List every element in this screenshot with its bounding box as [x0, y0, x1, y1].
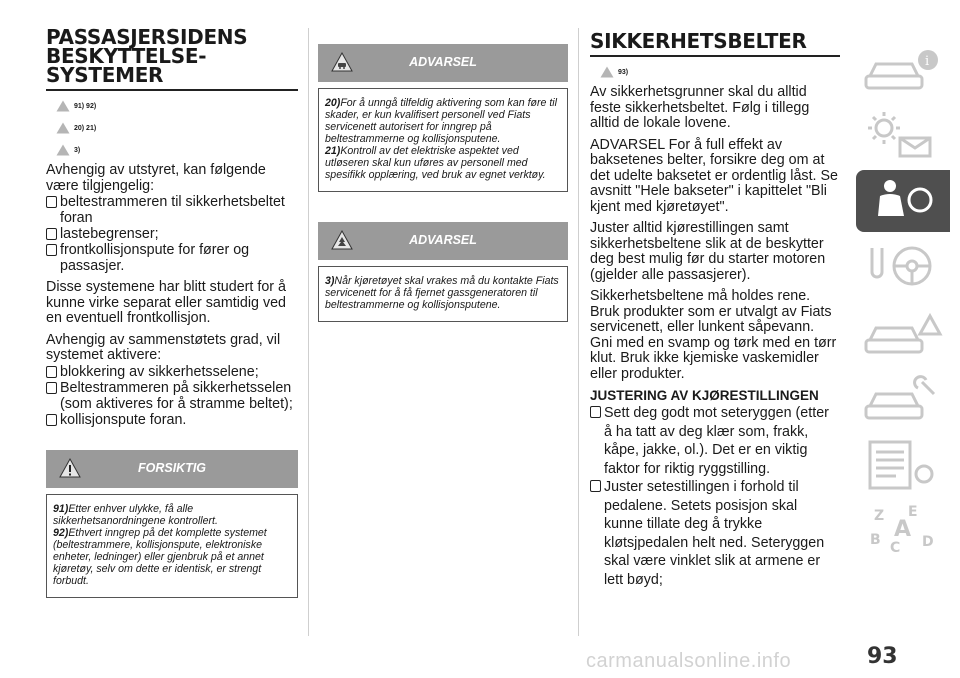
seatbelt-airbag-icon	[856, 170, 950, 232]
svg-text:i: i	[925, 54, 930, 69]
key-steering-icon	[856, 236, 950, 298]
watermark: carmanualsonline.info	[586, 650, 792, 672]
warning-triangle-icon	[56, 100, 70, 112]
note-item: 92)Ethvert inngrep på det komplette systemet (beltestrammere, kollisjonspute, elektroniske enheter, ledninger) eller gjenbruk på et annet kjøretøy, selv om dette er identisk, er strengt forbudt.	[53, 526, 267, 587]
checkbox-bullet-icon	[46, 366, 57, 378]
chapter-tabs	[856, 38, 954, 566]
column-divider	[578, 28, 579, 636]
car-breakdown-icon	[856, 302, 950, 364]
warning-triangle-icon	[56, 122, 70, 134]
tab-dashboard-lights[interactable]	[856, 104, 950, 166]
list-item: blokkering av sikkerhetsselene;	[46, 364, 298, 380]
checkbox-bullet-icon	[46, 414, 57, 426]
svg-text:Z: Z	[874, 508, 885, 524]
caution-body	[46, 494, 298, 598]
svg-text:C: C	[890, 540, 901, 556]
caution-header: FORSIKTIG	[46, 450, 298, 488]
page-number: 93	[867, 644, 898, 669]
section-passenger-protection	[46, 25, 298, 598]
list-item: Juster setestillingen i forhold til pedalene. Setets posisjon skal kunne tillate deg å trykke kløtsjpedalen helt ned. Seteryggen skal være vinklet slik at armene er lett bøyd;	[590, 478, 840, 589]
paragraph: ADVARSEL For å full effekt av baksetenes belter, forsikre deg om at det udelte baksetet er ordentlig låst. Se avsnitt "Hele bakseter" i kapittelet "Bli kjent med kjøretøyet".	[590, 136, 838, 215]
paragraph: Avhengig av sammenstøtets grad, vil systemet aktivere:	[46, 331, 281, 363]
list-item: frontkollisjonspute for fører og passasjer.	[46, 242, 298, 274]
warning-ref: 3)	[56, 143, 298, 157]
paragraph: Disse systemene har blitt studert for å kunne virke separat eller samtidig ved en eventuell frontkollisjon.	[46, 279, 286, 326]
note-item: 21)Kontroll av det elektriske aspektet ved utløseren skal kun uføres av personell med spesifikk opplæring, ved bruk av egnet verktøy.	[325, 145, 546, 181]
car-wrench-icon	[856, 368, 950, 430]
warning-body	[318, 266, 568, 322]
section-title: PASSASJERSIDENS BESKYTTELSE- SYSTEMER	[46, 28, 298, 91]
tab-maintenance[interactable]	[856, 368, 950, 430]
specs-list-icon	[856, 434, 950, 496]
warning-panel	[318, 222, 568, 322]
dashboard-lights-icon	[856, 104, 950, 166]
warning-triangle-icon	[56, 144, 70, 156]
tab-key-steering[interactable]	[856, 236, 950, 298]
paragraph: Juster alltid kjørestillingen samt sikkerhetsbeltene slik at de beskytter deg best mulig før du starter motoren (gjelder alle passasjerer).	[590, 220, 826, 283]
warning-ref: 93)	[600, 65, 840, 79]
list-item: Sett deg godt mot seteryggen (etter å ha tatt av deg klær som, frakk, kåpe, jakke, ol.). Det er en viktig faktor for riktig ryggstilling.	[590, 404, 840, 478]
svg-text:D: D	[922, 534, 934, 550]
checkbox-bullet-icon	[46, 382, 57, 394]
tab-index[interactable]	[856, 500, 950, 562]
warning-ref: 91) 92)	[56, 99, 298, 113]
alphabet-index-icon	[856, 500, 950, 562]
note-item: 20)For å unngå tilfeldig aktivering som kan føre til skader, er kun kvalifisert personell ved Fiats servicenett autorisert for inngrep på beltestrammerne og kollisjonsputene.	[325, 97, 557, 145]
checkbox-bullet-icon	[46, 196, 57, 208]
warning-panel	[318, 44, 568, 192]
warnings-column	[318, 44, 568, 322]
svg-text:B: B	[870, 532, 881, 548]
svg-text:A: A	[894, 517, 912, 542]
warning-triangle-icon	[600, 66, 614, 78]
paragraph: Av sikkerhetsgrunner skal du alltid feste sikkerhetsbeltet. Følg i tillegg alltid de lokale lovene.	[590, 84, 810, 131]
checkbox-bullet-icon	[590, 480, 601, 492]
checkbox-bullet-icon	[46, 244, 57, 256]
list-item: beltestrammeren til sikkerhetsbeltet foran	[46, 194, 298, 226]
warning-header: ADVARSEL	[318, 222, 568, 260]
tab-breakdown[interactable]	[856, 302, 950, 364]
tab-safety[interactable]	[856, 170, 950, 232]
list-item: lastebegrenser;	[46, 226, 298, 242]
paragraph: Sikkerhetsbeltene må holdes rene. Bruk produkter som er utvalgt av Fiats servicenett, eller lunkent såpevann. Gni med en svamp og tørk med en tørr klut. Bruk ikke kjemiske vaskemidler eller produkter.	[590, 288, 837, 382]
list-item: kollisjonspute foran.	[46, 412, 298, 428]
column-divider	[308, 28, 309, 636]
warning-body	[318, 88, 568, 192]
list-item: Beltestrammeren på sikkerhetsselen (som aktiveres for å stramme beltet);	[46, 380, 298, 412]
caution-panel	[46, 450, 298, 598]
section-seatbelts	[590, 29, 840, 589]
note-item: 3)Når kjøretøyet skal vrakes må du kontakte Fiats servicenett for å få fjernet gassgeneratoren til beltestrammerne og kollisjonsputene.	[325, 275, 559, 311]
subheading: JUSTERING AV KJØRESTILLINGEN	[590, 388, 819, 403]
checkbox-bullet-icon	[590, 406, 601, 418]
warning-header: ADVARSEL	[318, 44, 568, 82]
section-title: SIKKERHETSBELTER	[590, 32, 840, 57]
tab-specifications[interactable]	[856, 434, 950, 496]
note-item: 91)Etter enhver ulykke, få alle sikkerhetsanordningene kontrollert.	[53, 502, 218, 527]
intro-paragraph: Avhengig av utstyret, kan følgende være tilgjengelig:	[46, 162, 266, 194]
checkbox-bullet-icon	[46, 228, 57, 240]
tab-car-info[interactable]	[856, 38, 950, 100]
warning-ref: 20) 21)	[56, 121, 298, 135]
car-info-icon	[856, 38, 950, 100]
svg-text:E: E	[908, 504, 918, 520]
